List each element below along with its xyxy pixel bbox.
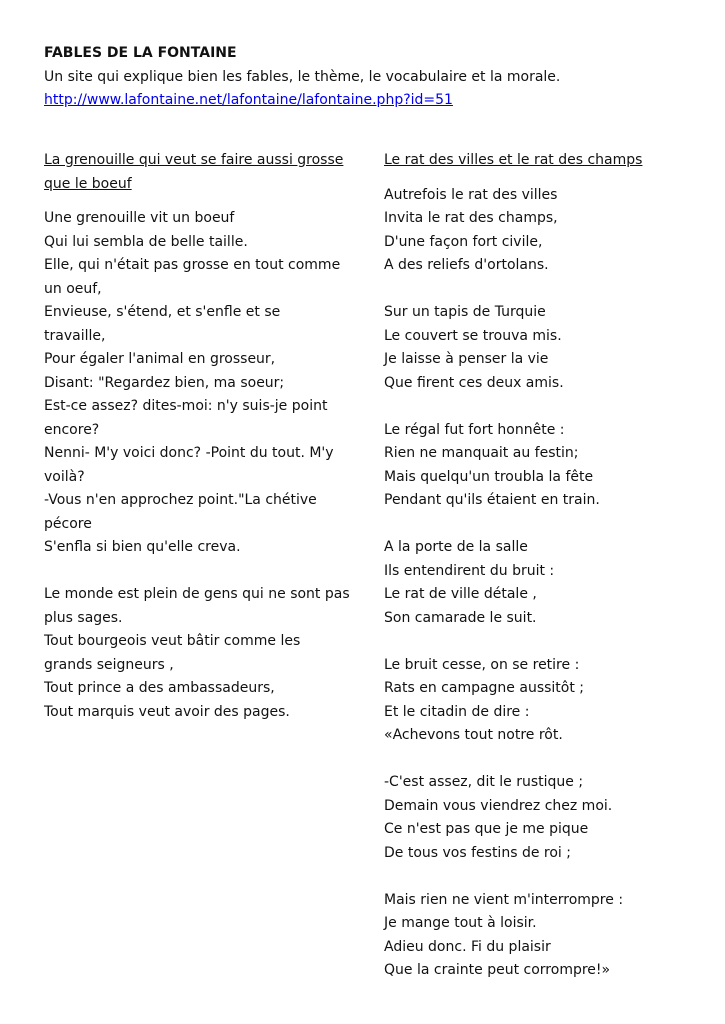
verse-line: De tous vos festins de roi ; [384, 844, 571, 861]
fable-title-line: que le boeuf [44, 175, 132, 192]
stanza [384, 889, 684, 983]
verse-line: Est-ce assez? dites-moi: n'y suis-je point [44, 398, 328, 414]
fable-title-line: Le rat des villes et le rat des champs [384, 152, 643, 168]
verse-line: «Achevons tout notre rôt. [384, 727, 563, 743]
verse-line: Pendant qu'ils étaient en train. [384, 492, 600, 508]
verse-line: Mais quelqu'un troubla la fête [384, 468, 594, 485]
stanza [384, 654, 684, 748]
verse-line: Envieuse, s'étend, et s'enfle et se [44, 304, 281, 320]
stanza [384, 771, 684, 865]
fable-title [44, 149, 344, 196]
fable-title-line: La grenouille qui veut se faire aussi grosse [44, 152, 344, 168]
fable-column-frog [44, 149, 350, 748]
verse-line: Une grenouille vit un boeuf [44, 210, 235, 226]
verse-line: Son camarade le suit. [384, 609, 537, 626]
verse-line: Invita le rat des champs, [384, 210, 558, 226]
verse-line: grands seigneurs , [44, 656, 174, 673]
site-description: Un site qui explique bien les fables, le thème, le vocabulaire et la morale. [44, 68, 561, 85]
verse-line: Je laisse à penser la vie [384, 351, 549, 367]
stanza [384, 301, 684, 395]
verse-line: Le rat de ville détale , [384, 586, 537, 602]
stanza [44, 207, 344, 560]
verse-line: Pour égaler l'animal en grosseur, [44, 351, 276, 367]
verse-line: Sur un tapis de Turquie [384, 304, 546, 320]
verse-line: Le couvert se trouva mis. [384, 327, 562, 344]
verse-line: Le bruit cesse, on se retire : [384, 656, 580, 673]
verse-line: Elle, qui n'était pas grosse en tout comme [44, 257, 341, 273]
stanza [44, 583, 350, 724]
verse-line: Le monde est plein de gens qui ne sont pas [44, 586, 350, 602]
fable-column-rats [384, 149, 684, 1006]
verse-line: Tout bourgeois veut bâtir comme les [44, 633, 301, 649]
fables-site-link[interactable]: http://www.lafontaine.net/lafontaine/lafontaine.php?id=51 [44, 92, 453, 108]
verse-line: Rien ne manquait au festin; [384, 445, 579, 461]
verse-line: Que la crainte peut corrompre!» [384, 962, 611, 978]
document-header [44, 42, 684, 113]
verse-line: encore? [44, 421, 100, 438]
verse-line: S'enfla si bien qu'elle creva. [44, 539, 241, 555]
verse-line: Adieu donc. Fi du plaisir [384, 938, 551, 955]
verse-line: Autrefois le rat des villes [384, 186, 558, 203]
verse-line: -Vous n'en approchez point."La chétive [44, 492, 317, 508]
verse-line: Le régal fut fort honnête : [384, 421, 565, 438]
verse-line: Et le citadin de dire : [384, 703, 530, 720]
verse-line: Que firent ces deux amis. [384, 374, 564, 391]
verse-line: plus sages. [44, 609, 123, 626]
verse-line: Tout marquis veut avoir des pages. [44, 703, 290, 720]
verse-line: Disant: "Regardez bien, ma soeur; [44, 374, 285, 391]
verse-line: voilà? [44, 468, 85, 485]
verse-line: Nenni- M'y voici donc? -Point du tout. M'y [44, 445, 334, 461]
stanza [384, 536, 684, 630]
verse-line: Ce n'est pas que je me pique [384, 821, 589, 837]
verse-line: Rats en campagne aussitôt ; [384, 680, 585, 696]
verse-line: un oeuf, [44, 280, 102, 297]
fable-title [384, 149, 684, 173]
verse-line: A la porte de la salle [384, 539, 528, 555]
verse-line: Je mange tout à loisir. [384, 915, 537, 931]
page-title: FABLES DE LA FONTAINE [44, 45, 237, 61]
verse-line: travaille, [44, 327, 106, 344]
verse-line: Qui lui sembla de belle taille. [44, 233, 248, 250]
verse-line: A des reliefs d'ortolans. [384, 257, 549, 273]
verse-line: Mais rien ne vient m'interrompre : [384, 891, 624, 908]
verse-line: D'une façon fort civile, [384, 233, 543, 250]
stanza [384, 184, 684, 278]
stanza [384, 419, 684, 513]
verse-line: Ils entendirent du bruit : [384, 562, 555, 579]
verse-line: Demain vous viendrez chez moi. [384, 797, 613, 814]
verse-line: -C'est assez, dit le rustique ; [384, 774, 584, 790]
verse-line: Tout prince a des ambassadeurs, [44, 680, 275, 696]
verse-line: pécore [44, 515, 92, 532]
